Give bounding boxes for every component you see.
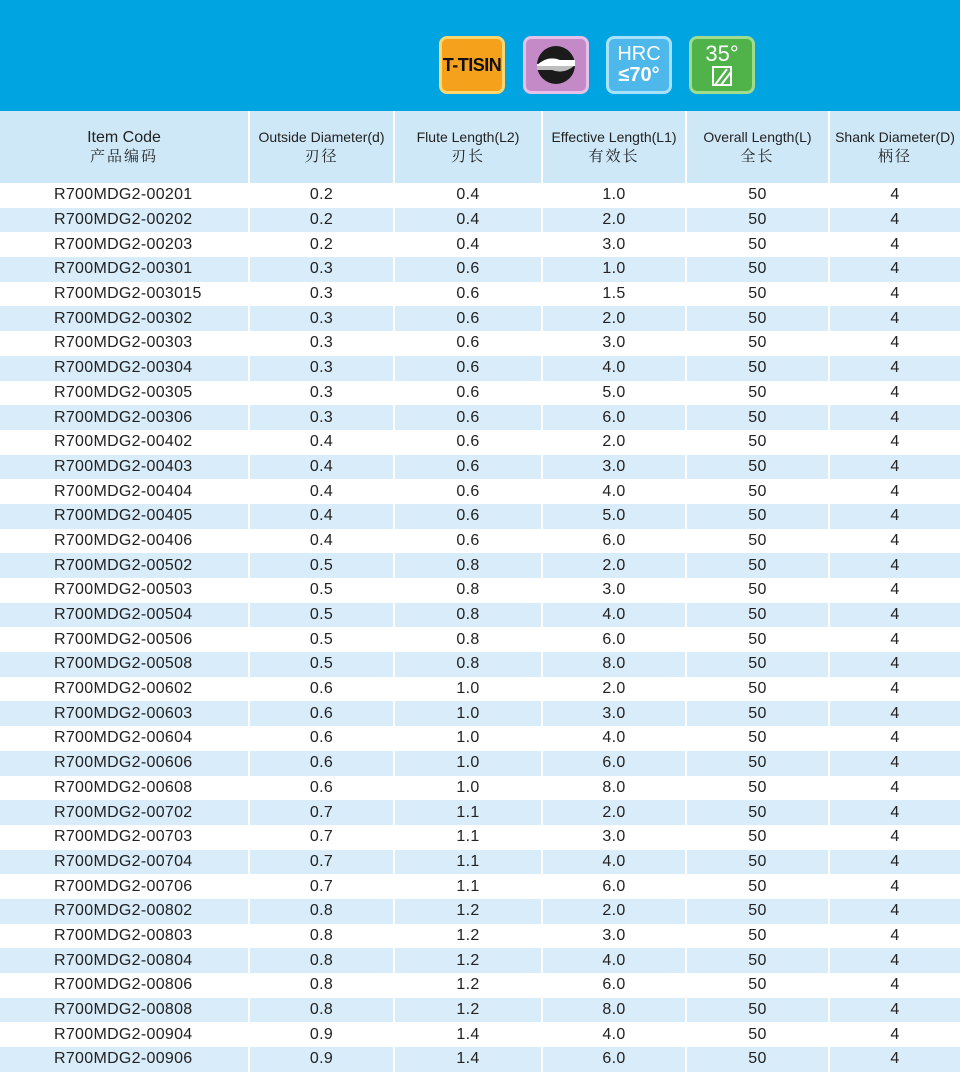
item-code-cell: R700MDG2-00303 [0,331,249,356]
item-code-cell: R700MDG2-00306 [0,405,249,430]
outside-diameter-cell: 0.6 [249,776,394,801]
table-header-row [0,111,960,183]
flute-length-cell: 0.6 [394,455,542,480]
outside-diameter-cell: 0.3 [249,405,394,430]
overall-length-cell: 50 [686,208,829,233]
flute-length-cell: 1.4 [394,1047,542,1072]
overall-length-cell: 50 [686,553,829,578]
overall-length-cell: 50 [686,430,829,455]
effective-length-cell: 2.0 [542,677,686,702]
item-code-cell: R700MDG2-00502 [0,553,249,578]
table-row [0,874,960,899]
header-cn-label: 柄径 [877,148,912,165]
shank-diameter-cell: 4 [829,257,960,282]
shank-diameter-cell: 4 [829,1022,960,1047]
table-row [0,726,960,751]
shank-diameter-cell: 4 [829,430,960,455]
effective-length-cell: 1.0 [542,257,686,282]
table-row [0,306,960,331]
effective-length-cell: 2.0 [542,430,686,455]
effective-length-cell: 3.0 [542,701,686,726]
header-effective-length [542,111,686,183]
flute-length-cell: 1.0 [394,701,542,726]
outside-diameter-cell: 0.2 [249,232,394,257]
item-code-cell: R700MDG2-00504 [0,603,249,628]
effective-length-cell: 4.0 [542,603,686,628]
item-code-cell: R700MDG2-00702 [0,800,249,825]
table-row [0,850,960,875]
table-row [0,948,960,973]
outside-diameter-cell: 0.3 [249,356,394,381]
table-row [0,973,960,998]
item-code-cell: R700MDG2-00808 [0,998,249,1023]
header-cn-label: 刃长 [450,148,485,165]
flute-length-cell: 0.6 [394,257,542,282]
effective-length-cell: 3.0 [542,331,686,356]
outside-diameter-cell: 0.5 [249,603,394,628]
flute-length-cell: 0.6 [394,504,542,529]
flute-length-cell: 0.4 [394,208,542,233]
shank-diameter-cell: 4 [829,208,960,233]
overall-length-cell: 50 [686,1047,829,1072]
shank-diameter-cell: 4 [829,800,960,825]
overall-length-cell: 50 [686,529,829,554]
item-code-cell: R700MDG2-00602 [0,677,249,702]
flute-length-cell: 0.6 [394,405,542,430]
overall-length-cell: 50 [686,504,829,529]
overall-length-cell: 50 [686,800,829,825]
effective-length-cell: 2.0 [542,899,686,924]
table-row [0,405,960,430]
flute-length-cell: 1.1 [394,800,542,825]
outside-diameter-cell: 0.5 [249,627,394,652]
outside-diameter-cell: 0.6 [249,701,394,726]
item-code-cell: R700MDG2-003015 [0,282,249,307]
item-code-cell: R700MDG2-00203 [0,232,249,257]
flute-length-cell: 1.1 [394,850,542,875]
shank-diameter-cell: 4 [829,677,960,702]
hrc-label: HRC [617,43,661,65]
overall-length-cell: 50 [686,825,829,850]
flute-length-cell: 0.8 [394,578,542,603]
shank-diameter-cell: 4 [829,356,960,381]
table-row [0,578,960,603]
overall-length-cell: 50 [686,232,829,257]
coating-badge [439,36,505,94]
flute-length-cell: 1.2 [394,998,542,1023]
outside-diameter-cell: 0.8 [249,899,394,924]
outside-diameter-cell: 0.4 [249,430,394,455]
item-code-cell: R700MDG2-00402 [0,430,249,455]
effective-length-cell: 4.0 [542,356,686,381]
effective-length-cell: 4.0 [542,948,686,973]
shank-diameter-cell: 4 [829,850,960,875]
effective-length-cell: 2.0 [542,800,686,825]
effective-length-cell: 3.0 [542,825,686,850]
table-row [0,603,960,628]
header-en-label: Shank Diameter(D) [835,129,955,145]
outside-diameter-cell: 0.5 [249,578,394,603]
outside-diameter-cell: 0.7 [249,825,394,850]
outside-diameter-cell: 0.4 [249,479,394,504]
table-row [0,529,960,554]
shank-diameter-cell: 4 [829,479,960,504]
item-code-cell: R700MDG2-00604 [0,726,249,751]
outside-diameter-cell: 0.9 [249,1047,394,1072]
overall-length-cell: 50 [686,627,829,652]
item-code-cell: R700MDG2-00304 [0,356,249,381]
flute-length-cell: 0.6 [394,306,542,331]
flute-length-cell: 1.0 [394,726,542,751]
item-code-cell: R700MDG2-00603 [0,701,249,726]
outside-diameter-cell: 0.4 [249,504,394,529]
header-cn-label: 有效长 [588,148,640,165]
overall-length-cell: 50 [686,405,829,430]
effective-length-cell: 3.0 [542,232,686,257]
item-code-cell: R700MDG2-00906 [0,1047,249,1072]
overall-length-cell: 50 [686,751,829,776]
flute-profile-badge [523,36,589,94]
table-row [0,1022,960,1047]
overall-length-cell: 50 [686,455,829,480]
outside-diameter-cell: 0.2 [249,208,394,233]
flute-length-cell: 1.1 [394,874,542,899]
item-code-cell: R700MDG2-00305 [0,381,249,406]
item-code-cell: R700MDG2-00508 [0,652,249,677]
table-row [0,183,960,208]
overall-length-cell: 50 [686,331,829,356]
flute-length-cell: 0.6 [394,430,542,455]
flute-length-cell: 0.6 [394,479,542,504]
table-row [0,924,960,949]
item-code-cell: R700MDG2-00802 [0,899,249,924]
overall-length-cell: 50 [686,776,829,801]
outside-diameter-cell: 0.6 [249,726,394,751]
shank-diameter-cell: 4 [829,578,960,603]
outside-diameter-cell: 0.6 [249,677,394,702]
item-code-cell: R700MDG2-00904 [0,1022,249,1047]
effective-length-cell: 6.0 [542,405,686,430]
table-row [0,504,960,529]
item-code-cell: R700MDG2-00503 [0,578,249,603]
effective-length-cell: 3.0 [542,455,686,480]
outside-diameter-cell: 0.3 [249,306,394,331]
flute-length-cell: 1.2 [394,899,542,924]
coating-label: T-TISIN [442,54,502,75]
header-cn-label: 全长 [740,148,775,165]
flute-length-cell: 0.8 [394,652,542,677]
header-en-label: Flute Length(L2) [416,129,520,145]
outside-diameter-cell: 0.5 [249,652,394,677]
flute-length-cell: 0.4 [394,183,542,208]
header-en-label: Outside Diameter(d) [258,129,385,145]
item-code-cell: R700MDG2-00405 [0,504,249,529]
overall-length-cell: 50 [686,282,829,307]
overall-length-cell: 50 [686,1022,829,1047]
shank-diameter-cell: 4 [829,553,960,578]
item-code-cell: R700MDG2-00406 [0,529,249,554]
flute-length-cell: 0.8 [394,553,542,578]
shank-diameter-cell: 4 [829,776,960,801]
shank-diameter-cell: 4 [829,381,960,406]
outside-diameter-cell: 0.7 [249,850,394,875]
outside-diameter-cell: 0.3 [249,381,394,406]
overall-length-cell: 50 [686,183,829,208]
table-row [0,455,960,480]
outside-diameter-cell: 0.3 [249,257,394,282]
helix-angle-value: 35° [705,41,739,66]
item-code-cell: R700MDG2-00301 [0,257,249,282]
effective-length-cell: 2.0 [542,208,686,233]
shank-diameter-cell: 4 [829,1047,960,1072]
overall-length-cell: 50 [686,998,829,1023]
table-row [0,701,960,726]
shank-diameter-cell: 4 [829,603,960,628]
outside-diameter-cell: 0.8 [249,948,394,973]
flute-length-cell: 1.2 [394,973,542,998]
table-row [0,998,960,1023]
overall-length-cell: 50 [686,356,829,381]
effective-length-cell: 5.0 [542,381,686,406]
flute-length-cell: 0.8 [394,603,542,628]
flute-length-cell: 1.0 [394,751,542,776]
table-row [0,1047,960,1072]
flute-length-cell: 0.6 [394,331,542,356]
table-row [0,627,960,652]
table-row [0,282,960,307]
shank-diameter-cell: 4 [829,726,960,751]
shank-diameter-cell: 4 [829,701,960,726]
overall-length-cell: 50 [686,603,829,628]
overall-length-cell: 50 [686,257,829,282]
hrc-value: ≤70° [618,64,660,86]
header-shank-diameter [829,111,960,183]
item-code-cell: R700MDG2-00403 [0,455,249,480]
shank-diameter-cell: 4 [829,331,960,356]
table-row [0,652,960,677]
overall-length-cell: 50 [686,652,829,677]
table-row [0,430,960,455]
effective-length-cell: 6.0 [542,874,686,899]
overall-length-cell: 50 [686,924,829,949]
table-row [0,751,960,776]
item-code-cell: R700MDG2-00706 [0,874,249,899]
header-cn-label: 刃径 [304,148,339,165]
overall-length-cell: 50 [686,948,829,973]
shank-diameter-cell: 4 [829,751,960,776]
product-spec-table [0,111,960,1072]
overall-length-cell: 50 [686,850,829,875]
effective-length-cell: 4.0 [542,1022,686,1047]
effective-length-cell: 8.0 [542,776,686,801]
overall-length-cell: 50 [686,381,829,406]
header-item-code [0,111,249,183]
outside-diameter-cell: 0.5 [249,553,394,578]
table-body [0,183,960,1072]
effective-length-cell: 3.0 [542,578,686,603]
shank-diameter-cell: 4 [829,652,960,677]
table-row [0,677,960,702]
item-code-cell: R700MDG2-00804 [0,948,249,973]
overall-length-cell: 50 [686,479,829,504]
outside-diameter-cell: 0.3 [249,331,394,356]
flute-length-cell: 1.0 [394,677,542,702]
flute-length-cell: 0.6 [394,529,542,554]
flute-length-cell: 0.4 [394,232,542,257]
header-banner [0,0,960,111]
header-overall-length [686,111,829,183]
shank-diameter-cell: 4 [829,973,960,998]
header-flute-length [394,111,542,183]
flute-length-cell: 0.6 [394,356,542,381]
header-en-label: Effective Length(L1) [551,129,677,145]
outside-diameter-cell: 0.7 [249,874,394,899]
table-row [0,553,960,578]
effective-length-cell: 4.0 [542,479,686,504]
shank-diameter-cell: 4 [829,232,960,257]
flute-length-cell: 1.0 [394,776,542,801]
table-row [0,899,960,924]
flute-length-cell: 0.6 [394,381,542,406]
effective-length-cell: 2.0 [542,306,686,331]
table-row [0,257,960,282]
flute-length-cell: 0.6 [394,282,542,307]
table-row [0,208,960,233]
shank-diameter-cell: 4 [829,899,960,924]
item-code-cell: R700MDG2-00404 [0,479,249,504]
helix-angle-badge [689,36,755,94]
header-en-label: Overall Length(L) [703,129,812,145]
item-code-cell: R700MDG2-00608 [0,776,249,801]
shank-diameter-cell: 4 [829,282,960,307]
table-row [0,479,960,504]
item-code-cell: R700MDG2-00202 [0,208,249,233]
effective-length-cell: 1.5 [542,282,686,307]
table-row [0,232,960,257]
effective-length-cell: 4.0 [542,850,686,875]
effective-length-cell: 2.0 [542,553,686,578]
item-code-cell: R700MDG2-00806 [0,973,249,998]
outside-diameter-cell: 0.8 [249,998,394,1023]
effective-length-cell: 8.0 [542,652,686,677]
header-outside-diameter [249,111,394,183]
outside-diameter-cell: 0.8 [249,924,394,949]
outside-diameter-cell: 0.4 [249,529,394,554]
effective-length-cell: 6.0 [542,627,686,652]
effective-length-cell: 6.0 [542,751,686,776]
shank-diameter-cell: 4 [829,998,960,1023]
outside-diameter-cell: 0.4 [249,455,394,480]
effective-length-cell: 6.0 [542,529,686,554]
outside-diameter-cell: 0.3 [249,282,394,307]
item-code-cell: R700MDG2-00201 [0,183,249,208]
item-code-cell: R700MDG2-00803 [0,924,249,949]
shank-diameter-cell: 4 [829,183,960,208]
outside-diameter-cell: 0.2 [249,183,394,208]
table-row [0,800,960,825]
helix-angle-icon [711,65,733,87]
flute-length-cell: 0.8 [394,627,542,652]
table-row [0,381,960,406]
item-code-cell: R700MDG2-00704 [0,850,249,875]
flute-length-cell: 1.2 [394,948,542,973]
shank-diameter-cell: 4 [829,455,960,480]
effective-length-cell: 8.0 [542,998,686,1023]
two-flute-cross-section-icon [530,43,582,87]
effective-length-cell: 6.0 [542,1047,686,1072]
overall-length-cell: 50 [686,899,829,924]
shank-diameter-cell: 4 [829,405,960,430]
item-code-cell: R700MDG2-00302 [0,306,249,331]
table-row [0,356,960,381]
overall-length-cell: 50 [686,306,829,331]
table-row [0,825,960,850]
hardness-badge [606,36,672,94]
shank-diameter-cell: 4 [829,825,960,850]
table-row [0,776,960,801]
overall-length-cell: 50 [686,677,829,702]
header-en-label: Item Code [87,129,161,146]
shank-diameter-cell: 4 [829,874,960,899]
effective-length-cell: 5.0 [542,504,686,529]
effective-length-cell: 3.0 [542,924,686,949]
shank-diameter-cell: 4 [829,529,960,554]
shank-diameter-cell: 4 [829,627,960,652]
flute-length-cell: 1.2 [394,924,542,949]
shank-diameter-cell: 4 [829,948,960,973]
effective-length-cell: 1.0 [542,183,686,208]
item-code-cell: R700MDG2-00703 [0,825,249,850]
shank-diameter-cell: 4 [829,504,960,529]
item-code-cell: R700MDG2-00506 [0,627,249,652]
flute-length-cell: 1.1 [394,825,542,850]
item-code-cell: R700MDG2-00606 [0,751,249,776]
overall-length-cell: 50 [686,578,829,603]
outside-diameter-cell: 0.6 [249,751,394,776]
overall-length-cell: 50 [686,874,829,899]
table-row [0,331,960,356]
shank-diameter-cell: 4 [829,306,960,331]
outside-diameter-cell: 0.8 [249,973,394,998]
effective-length-cell: 6.0 [542,973,686,998]
shank-diameter-cell: 4 [829,924,960,949]
header-cn-label: 产品编码 [89,148,158,165]
overall-length-cell: 50 [686,701,829,726]
effective-length-cell: 4.0 [542,726,686,751]
outside-diameter-cell: 0.9 [249,1022,394,1047]
outside-diameter-cell: 0.7 [249,800,394,825]
flute-length-cell: 1.4 [394,1022,542,1047]
overall-length-cell: 50 [686,973,829,998]
overall-length-cell: 50 [686,726,829,751]
